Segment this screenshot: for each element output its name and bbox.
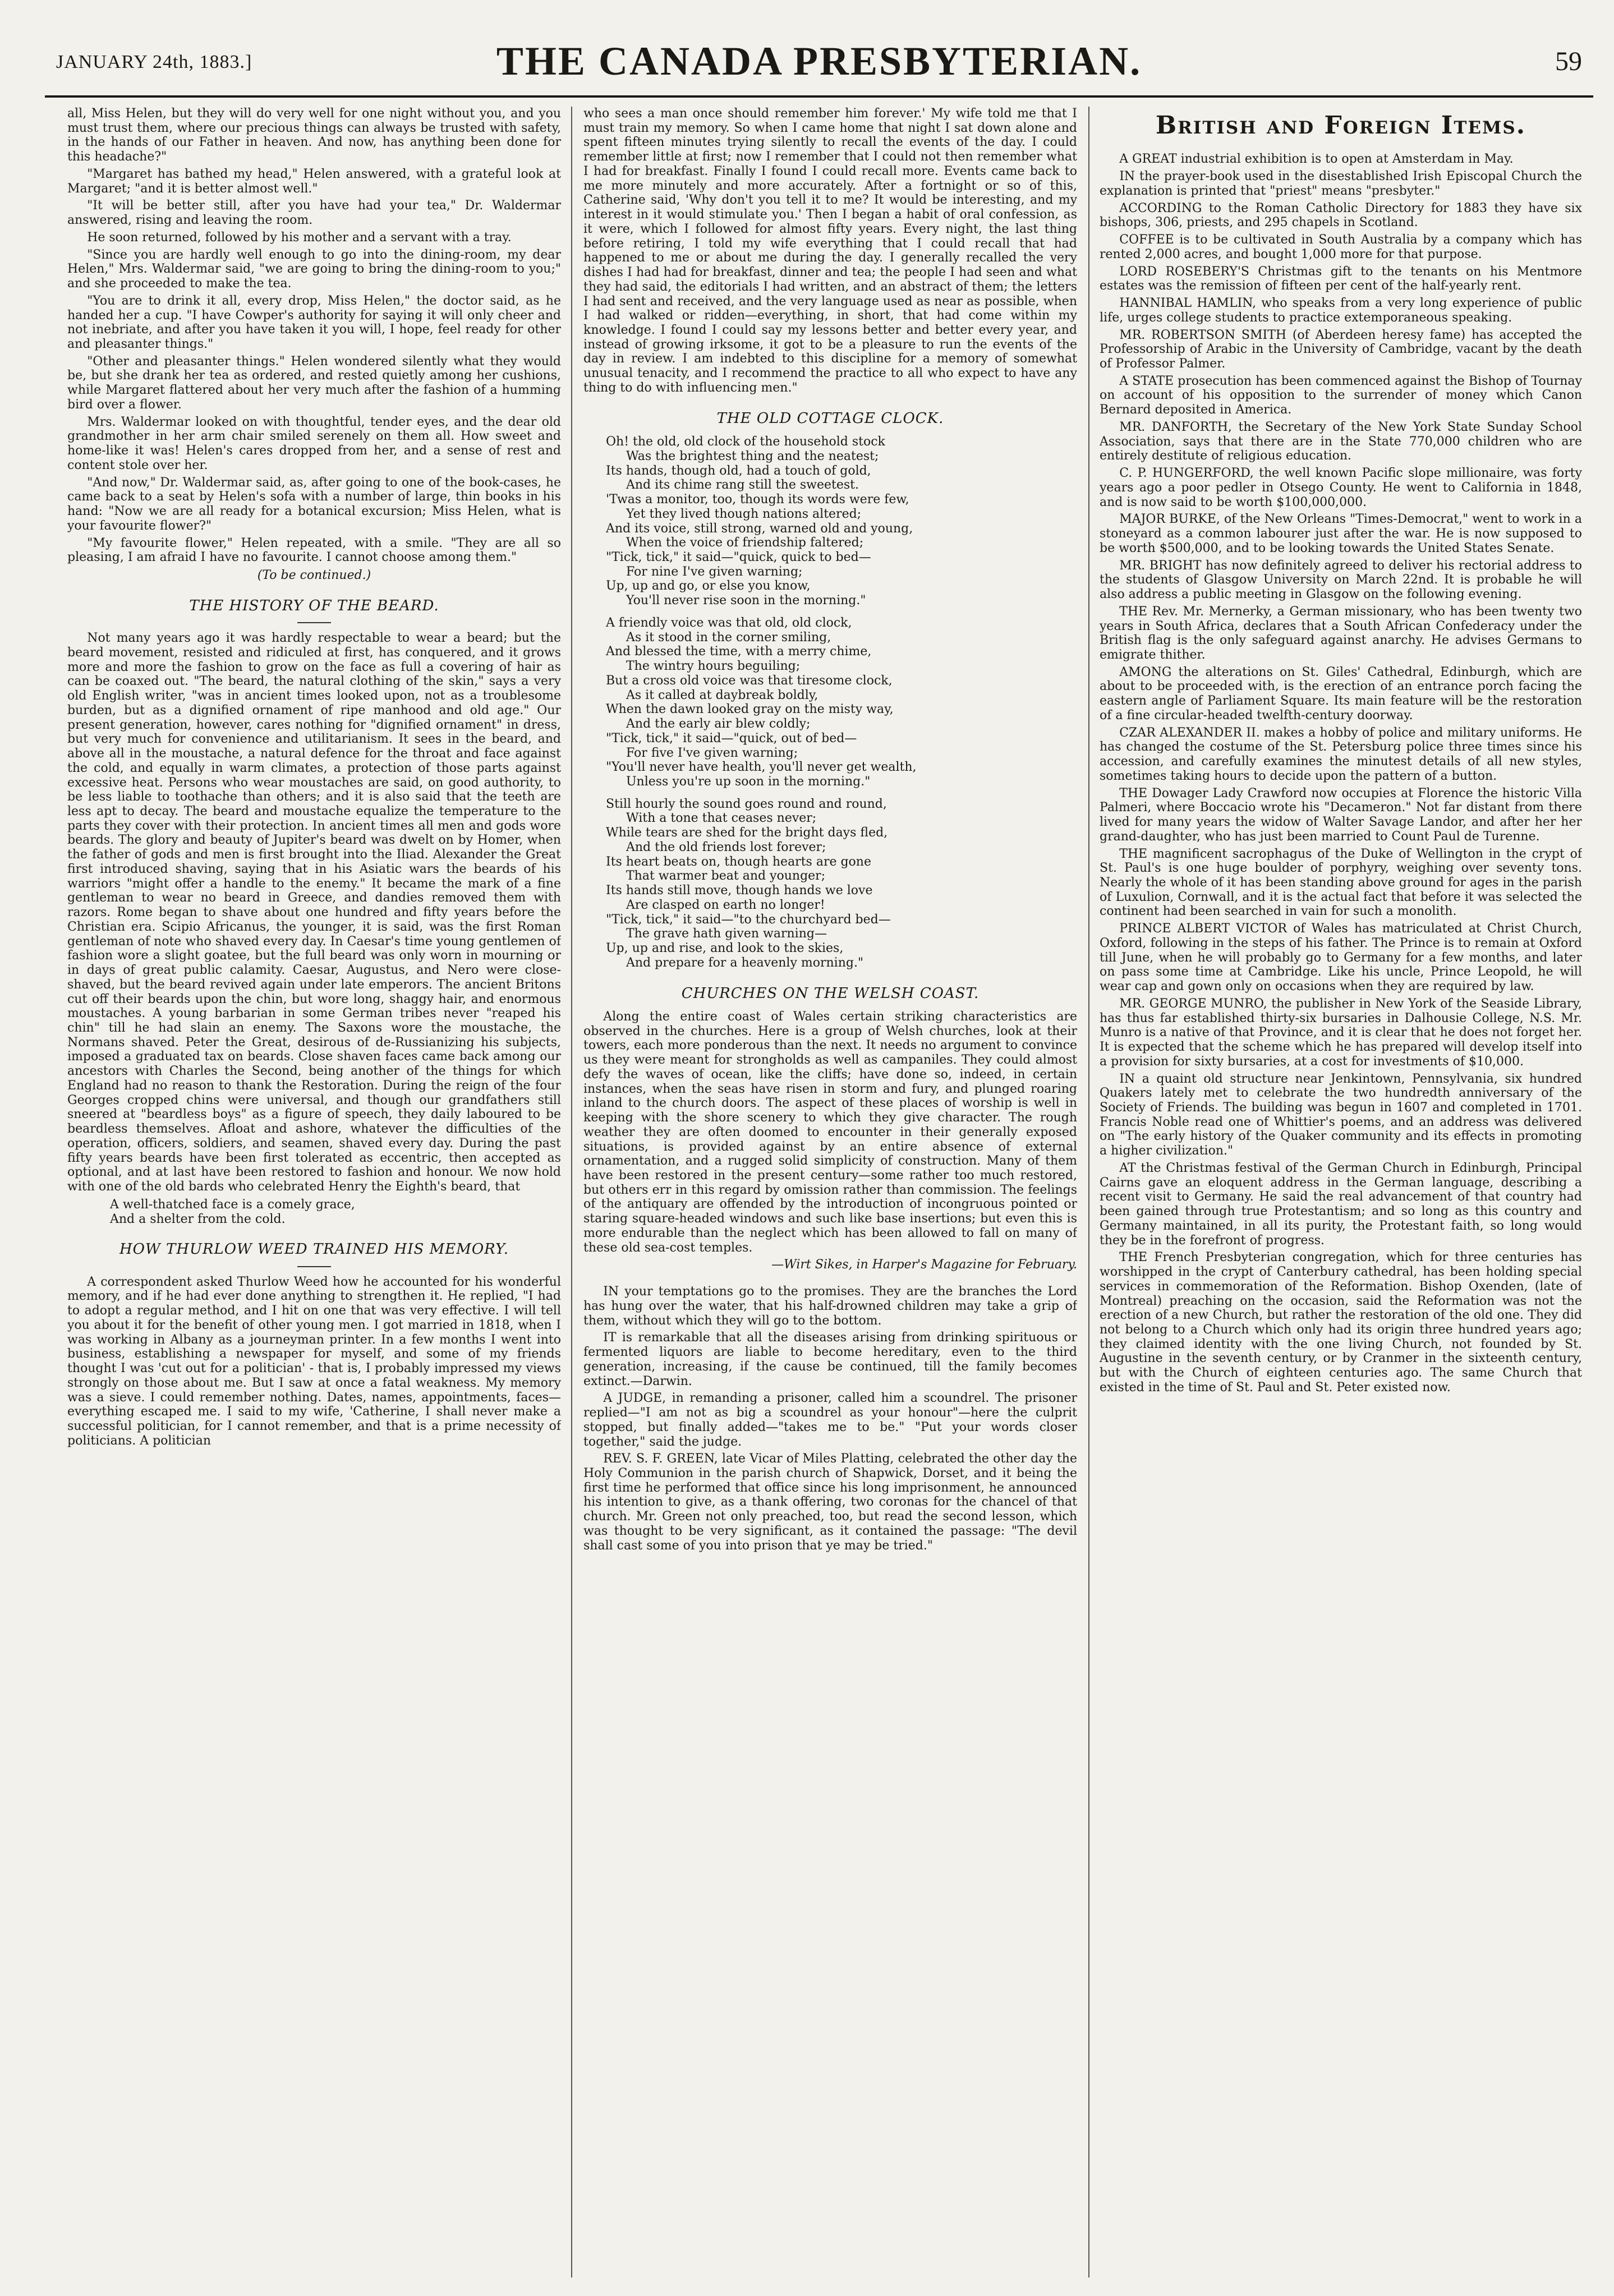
page-number: 59 [1555,47,1582,76]
column-divider [1088,107,1089,2277]
column-2 [583,107,1077,2277]
paragraph: "Since you are hardly well enough to go into the dining-room, my dear Helen," Mrs. Waldermar said, "we are going to bring the dining-room to you;" and she proceeded to make the tea. [67,247,561,291]
column-1 [67,107,561,2277]
news-item: MR. DANFORTH, the Secretary of the New York State Sunday School Association, says that there are in the State 770,000 children who are entirely destitute of religious education. [1100,420,1582,463]
poem-line: And its voice, still strong, warned old and young, [606,521,913,536]
poem-line: And the old friends lost forever; [626,840,826,854]
issue-date: JANUARY 24th, 1883.] [56,52,252,72]
poem-line: 'Twas a monitor, too, though its words were few, [606,493,909,507]
poem-line: "Tick, tick," it said—"to the churchyard bed— [606,912,891,927]
poem-line: "Tick, tick," it said—"quick, quick to bed— [606,550,871,564]
news-item: MAJOR BURKE, of the New Orleans "Times-Democrat," went to work in a stoneyard as a common labourer just after the war. He is now supposed to be worth $500,000, and to be looking towards the United States Senate. [1100,512,1582,555]
poem-line: Up, up and go, or else you know, [606,579,811,593]
news-item: AT the Christmas festival of the German Church in Edinburgh, Principal Cairns gave an eloquent address in the German language, describing a recent visit to Germany. He said the real advancement of that country had been gained through true Protestantism; and so long as this country and Germany maintained, in all its purity, the Protestant faith, so long would they be in the forefront of progress. [1100,1161,1582,1248]
poem-line: You'll never rise soon in the morning." [626,593,866,608]
paragraph: Mrs. Waldermar looked on with thoughtful, tender eyes, and the dear old grandmother in her arm chair smiled serenely on them all. How sweet and home-like it was! Helen's cares dropped from her, and a sense of rest and content stole over her. [67,415,561,472]
poem-line: Its hands, though old, had a touch of gold, [606,463,871,478]
paragraph: "My favourite flower," Helen repeated, with a smile. "They are all so pleasing, I am afraid I have no favourite. I cannot choose among them." [67,536,561,565]
news-item: MR. GEORGE MUNRO, the publisher in New York of the Seaside Library, has thus far established thirty-six bursaries in Dalhousie College, N.S. Mr. Munro is a native of that Province, and it is clear that he does not forget her. It is expected that the scheme which he has prepared will develop itself into a provision for sixty bursaries, at a cost for investments of $10,000. [1100,996,1582,1069]
short-item: IN your temptations go to the promises. They are the branches the Lord has hung over the water, that his half-drowned children may take a grip of them, without which they will go to the bottom. [583,1285,1077,1328]
poem-stanza [606,616,1077,789]
poem-line: Its heart beats on, though hearts are gone [606,854,871,869]
paragraph: Along the entire coast of Wales certain striking characteristics are observed in the churches. Here is a group of Welsh churches, look at their towers, each more ponderous than the next. It needs no argument to convince us they were meant for strongholds as well as campaniles. They could almost defy the waves of ocean, like the cliffs; have done so, indeed, in certain instances, when the seas have risen in storm and fury, and plunged roaring inland to the church doors. The aspect of these places of worship is well in keeping with the shore scenery to which they give character. The rough weather they are often doomed to encounter in their generally exposed situations, is provided against by an entire absence of external ornamentation, and a rugged solid simplicity of construction. Many of them have been restored in the present century—some rather too much restored, but others err in this regard by omission rather than commission. The feelings of the antiquary are offended by the introduction of incongruous pointed or staring square-headed windows and such like base insertions; but even this is more endurable than the neglect which has been allowed to fall on many of these old sea-cost temples. [583,1009,1077,1255]
poem-line: For nine I've given warning; [626,564,803,579]
poem-title-clock: THE OLD COTTAGE CLOCK. [716,409,944,427]
short-item: IT is remarkable that all the diseases arising from drinking spirituous or fermented liquors are liable to become hereditary, even to the third generation, increasing, if the cause be continued, till the family becomes extinct.—Darwin. [583,1331,1077,1388]
divider [297,1266,331,1267]
paragraph: all, Miss Helen, but they will do very well for one night without you, and you must trust them, where our precious things can always be trusted with safety, in the hands of our Father in heaven. And now, has anything been done for this headache?" [67,107,561,164]
news-item: IN a quaint old structure near Jenkintown, Pennsylvania, six hundred Quakers lately met to celebrate the two hundredth anniversary of the Society of Friends. The building was begun in 1607 and completed in 1701. Francis Noble read one of Whittier's poems, and an address was delivered on "The early history of the Quaker community and its effects in promoting a higher civilization." [1100,1071,1582,1158]
divider [297,622,331,623]
newspaper-title: THE CANADA PRESBYTERIAN. [496,39,1142,84]
short-item: REV. S. F. GREEN, late Vicar of Miles Platting, celebrated the other day the Holy Communion in the parish church of Shapwick, Dorset, and it being the first time he performed that office since his long imprisonment, he announced his intention to give, as a thank offering, two coronas for the chancel of that church. Mr. Green not only preached, too, but read the second lesson, which was thought to be very significant, as it contained the passage: "The devil shall cast some of you into prison that ye may be tried." [583,1452,1077,1553]
clock-poem [606,435,1077,970]
poem-line: Up, up and rise, and look to the skies, [606,941,844,956]
poem-line: As it stood in the corner smiling, [626,630,831,645]
news-item: THE magnificent sacrophagus of the Duke of Wellington in the crypt of St. Paul's is one huge boulder of porphyry, weighing over seventy tons. Nearly the whole of it has been standing above ground for ages in the parish of Luxulion, Cornwall, and it is the actual fact that before it was selected the continent had been searched in vain for such a monolith. [1100,846,1582,919]
article-source: —Wirt Sikes, in Harper's Magazine for February. [771,1258,1077,1272]
newspaper-page [34,0,1604,2296]
paragraph: "Margaret has bathed my head," Helen answered, with a grateful look at Margaret; "and it is better almost well." [67,167,561,196]
paragraph: A correspondent asked Thurlow Weed how he accounted for his wonderful memory, and if he had ever done anything to strengthen it. He replied, "I had to adopt a regular method, and I hit on one that was very effective. I will tell you about it for the benefit of other young men. I got married in 1818, when I was working in Albany as a journeyman printer. In a few months I went into business, establishing a newspaper for myself, and some of my friends thought I was 'cut out for a politician' - that is, I probably impressed my views strongly on those about me. But I saw at once a fatal weakness. My memory was a sieve. I could remember nothing. Dates, names, appointments, faces—everything escaped me. I said to my wife, 'Catherine, I shall never make a successful politician, for I cannot remember, and that is a prime necessity of politicians. A politician [67,1274,561,1448]
poem-line: "Tick, tick," it said—"quick, out of bed— [606,731,857,746]
section-title-british-foreign: British and Foreign Items. [1155,111,1526,140]
paragraph: who sees a man once should remember him forever.' My wife told me that I must train my memory. So when I came home that night I sat down alone and spent fifteen minutes trying silently to recall the events of the day. I could remember little at first; now I remember that I could not then remember what I had for breakfast. Finally I found I could recall more. Events came back to me more minutely and more accurately. After a fortnight or so of this, Catherine said, 'Why don't you tell it to me? It would be interesting, and my interest in it would stimulate you.' Then I began a habit of oral confession, as it were, which I followed for almost fifty years. Every night, the last thing before retiring, I told my wife everything that I could recall that had happened to me or about me during the day. I generally recalled the very dishes I had had for breakfast, dinner and tea; the people I had seen and what they had said, the editorials I had written, and an abstract of them; the letters I had sent and received, and the very language used as near as possible, when I had walked or ridden—everything, in short, that had come within my knowledge. I found I could say my lessons better and better every year, and instead of growing irksome, it got to be a pleasure to run the events of the day in review. I am indebted to this discipline for a memory of somewhat unusual tenacity, and I recommend the practice to all who expect to have any thing to do with influencing men." [583,107,1077,395]
news-item: AMONG the alterations on St. Giles' Cathedral, Edinburgh, which are about to be proceeded with, is the erection of an entrance porch facing the eastern angle of Parliament Square. Its main feature will be the restoration of a fine circular-headed twelfth-century doorway. [1100,665,1582,723]
poem-line: "You'll never have health, you'll never get wealth, [606,760,917,775]
paragraph: Not many years ago it was hardly respectable to wear a beard; but the beard movement, resisted and ridiculed at first, has conquered, and it grows more and more the fashion to grow on the face as full a covering of hair as can be coaxed out. "The beard, the natural clothing of the skin," says a very old English writer, "was in ancient times looked upon, not as a troublesome burden, but as a dignified ornament of ripe manhood and old age." Our present generation, however, cares nothing for "dignified ornament" in dress, but very much for convenience and utilitarianism. It sees in the beard, and above all in the moustache, a natural defence for the throat and face against the cold, and equally in warm climates, a protection of those parts against excessive heat. Persons who wear moustaches are said, on good authority, to be less liable to toothache than others; and it is also said that the teeth are less apt to decay. The beard and moustache equalize the temperature to the parts they cover with their protection. In ancient times all men and gods wore beards. The glory and beauty of Jupiter's beard was dwelt on by Homer, when the father of gods and men is first brought into the Iliad. Alexander the Great first introduced shaving, saying that in his Asiatic wars the beards of his warriors "might offer a handle to the enemy." It became the mark of a fine gentleman to wear no beard in Greece, and dandies removed them with razors. Rome began to shave about one hundred and fifty years before the Christian era. Scipio Africanus, the younger, it is said, was the first Roman gentleman of note who shaved every day. In Caesar's time young gentlemen of fashion wore a slight goatee, but the full beard was only worn in mourning or in days of great public calamity. Caesar, Augustus, and Nero were close-shaved, but the beard revived again under late emperors. The ancient Britons cut off their beards upon the chin, but wore long, shaggy hair, and enormous moustaches. A young barbarian in some German tribes never "reaped his chin" till he had slain an enemy. The Saxons wore the moustache, the Normans shaved. Peter the Great, desirous of de-Russianizing his subjects, imposed a graduated tax on beards. Close shaven faces came back among our ancestors with Charles the Second, being another of the things for which England had no reason to thank the Restoration. During the reign of the four Georges cropped chins were universal, and though our grandfathers still sneered at "beardless boys" as a figure of speech, they daily laboured to be beardless themselves. Afloat and ashore, whatever the difficulties of the operation, officers, soldiers, and seamen, shaved every day. During the past fifty years beards have been first tolerated as eccentric, then accepted as optional, and at last have been restored to fashion and honour. We now hold with one of the old bards who celebrated Henry the Eighth's beard, that [67,631,561,1194]
news-item: CZAR ALEXANDER II. makes a hobby of police and military uniforms. He has changed the costume of the St. Petersburg police three times since his accession, and carefully examines the minutest details of all new styles, sometimes taking hours to decide upon the pattern of a button. [1100,725,1582,783]
poem-line: And blessed the time, with a merry chime, [606,645,872,659]
poem-line: Still hourly the sound goes round and round, [606,797,887,811]
poem-stanza [606,797,1077,970]
news-item: MR. BRIGHT has now definitely agreed to deliver his rectorial address to the students of Glasgow University on March 22nd. It is probable he will also address a public meeting in Glasgow on the following evening. [1100,558,1582,602]
news-item: A GREAT industrial exhibition is to open at Amsterdam in May. [1119,152,1514,167]
column-divider [571,107,572,2277]
poem-line: Are clasped on earth no longer! [626,898,825,912]
poem-line: And a shelter from the cold. [110,1212,286,1226]
beard-couplet [90,1198,561,1226]
paragraph: "It will be better still, after you have had your tea," Dr. Waldermar answered, rising and leaving the room. [67,199,561,228]
news-item: THE French Presbyterian congregation, which for three centuries has worshipped in the crypt of Canterbury cathedral, has been holding special services in commemoration of the Reformation. Bishop Oxenden, (late of Montreal) preaching on the occasion, said the Reformation was not the erection of a new Church, but rather the restoration of the old one. They did not belong to a Church which only had its origin three hundred years ago; they claimed identity with the one living Church, not founded by St. Augustine in the seventh century, or by Cranmer in the sixteenth century, but with the Church of eighteen centuries ago. The same Church that existed in the time of St. Paul and St. Peter existed now. [1100,1250,1582,1395]
poem-line: But a cross old voice was that tiresome clock, [606,673,893,688]
poem-line: The grave hath given warning— [626,927,827,941]
article-title-thurlow: HOW THURLOW WEED TRAINED HIS MEMORY. [119,1241,509,1258]
news-item: LORD ROSEBERY'S Christmas gift to the tenants on his Mentmore estates was the remission of fifteen per cent of the half-yearly rent. [1100,264,1582,293]
column-3 [1100,107,1582,2277]
poem-stanza [606,435,1077,608]
news-item: THE Dowager Lady Crawford now occupies at Florence the historic Villa Palmeri, where Boccacio wrote his "Decameron." Not far distant from there lived for many years the widow of Walter Savage Landor, and after her her grand-daughter, who has just been married to Count Paul de Turenne. [1100,786,1582,844]
serial-story [67,107,561,583]
news-item: THE Rev. Mr. Mernerky, a German missionary, who has been twenty two years in South Africa, declares that a South African Confederacy under the British flag is the only safeguard against anarchy. He advises Germans to emigrate thither. [1100,604,1582,662]
poem-line: When the voice of friendship faltered; [626,536,864,550]
poem-line: Yet they lived though nations altered; [626,507,862,521]
news-item: A STATE prosecution has been commenced against the Bishop of Tournay on account of his opposition to the surrender of money which Canon Bernard deposited in America. [1100,374,1582,417]
poem-line: Unless you're up soon in the morning." [626,774,871,789]
poem-line: A well-thatched face is a comely grace, [110,1197,355,1212]
poem-line: And its chime rang still the sweetest. [626,478,859,493]
poem-line: As it called at daybreak boldly, [626,688,819,702]
poem-line: The wintry hours beguiling; [626,659,801,674]
article-title-beard: THE HISTORY OF THE BEARD. [189,597,439,614]
news-item: IN the prayer-book used in the disestablished Irish Episcopal Church the explanation is printed that "priest" means "presbyter." [1100,169,1582,198]
poem-line: Was the brightest thing and the neatest; [626,449,879,463]
poem-line: That warmer beat and younger; [626,869,826,884]
news-item: MR. ROBERTSON SMITH (of Aberdeen heresy fame) has accepted the Professorship of Arabic in the University of Cambridge, vacant by the death of Professor Palmer. [1100,328,1582,371]
poem-line: A friendly voice was that old, old clock, [606,615,852,630]
poem-line: Oh! the old, old clock of the household stock [606,435,885,449]
paragraph: He soon returned, followed by his mother and a servant with a tray. [87,230,512,245]
poem-line: For five I've given warning; [626,746,798,760]
news-item: COFFEE is to be cultivated in South Australia by a company which has rented 2,000 acres, and bought 1,000 more for that purpose. [1100,233,1582,261]
article-title-welsh: CHURCHES ON THE WELSH COAST. [681,984,980,1002]
paragraph: "Other and pleasanter things." Helen wondered silently what they would be, but she drank her tea as ordered, and rested quietly among her cushions, while Margaret flattered about her very much after the fashion of a humming bird over a flower. [67,354,561,412]
poem-line: And the early air blew coldly; [626,717,811,731]
short-item: A JUDGE, in remanding a prisoner, called him a scoundrel. The prisoner replied—"I am not as big a scoundrel as your honour"—here the culprit stopped, but finally added—"takes me to be." "Put your words closer together," said the judge. [583,1391,1077,1449]
paragraph: "You are to drink it all, every drop, Miss Helen," the doctor said, as he handed her a cup. "I have Cowper's authority for saying it will only cheer and not inebriate, and after you have taken it you will, I hope, feel ready for other and pleasanter things." [67,293,561,352]
masthead [45,28,1593,98]
poem-line: Its hands still move, though hands we love [606,884,873,898]
news-item: ACCORDING to the Roman Catholic Directory for 1883 they have six bishops, 306, priests, and 295 chapels in Scotland. [1100,201,1582,230]
poem-line: And prepare for a heavenly morning." [626,955,864,970]
poem-line: While tears are shed for the bright days fled, [606,826,888,840]
news-item: C. P. HUNGERFORD, the well known Pacific slope millionaire, was forty years ago a poor pedler in Otsego County. He went to California in 1848, and is now said to be worth $100,000,000. [1100,466,1582,509]
news-item: PRINCE ALBERT VICTOR of Wales has matriculated at Christ Church, Oxford, following in the steps of his father. The Prince is to remain at Oxford till June, when he will probably go to Germany for a few months, and later on pass some time at Cambridge. Like his uncle, Prince Leopold, he will wear cap and gown only on occasions when they are required by law. [1100,922,1582,994]
to-be-continued: (To be continued.) [257,568,371,583]
paragraph: "And now," Dr. Waldermar said, as, after going to one of the book-cases, he came back to a seat by Helen's sofa with a number of large, thin books in his hand: "Now we are all ready for a botanical excursion; Miss Helen, what is your favourite flower?" [67,475,561,533]
poem-line: With a tone that ceases never; [626,811,817,826]
poem-line: When the dawn looked gray on the misty way, [606,702,894,717]
news-item: HANNIBAL HAMLIN, who speaks from a very long experience of public life, urges college students to practice extemporaneous speaking. [1100,296,1582,325]
